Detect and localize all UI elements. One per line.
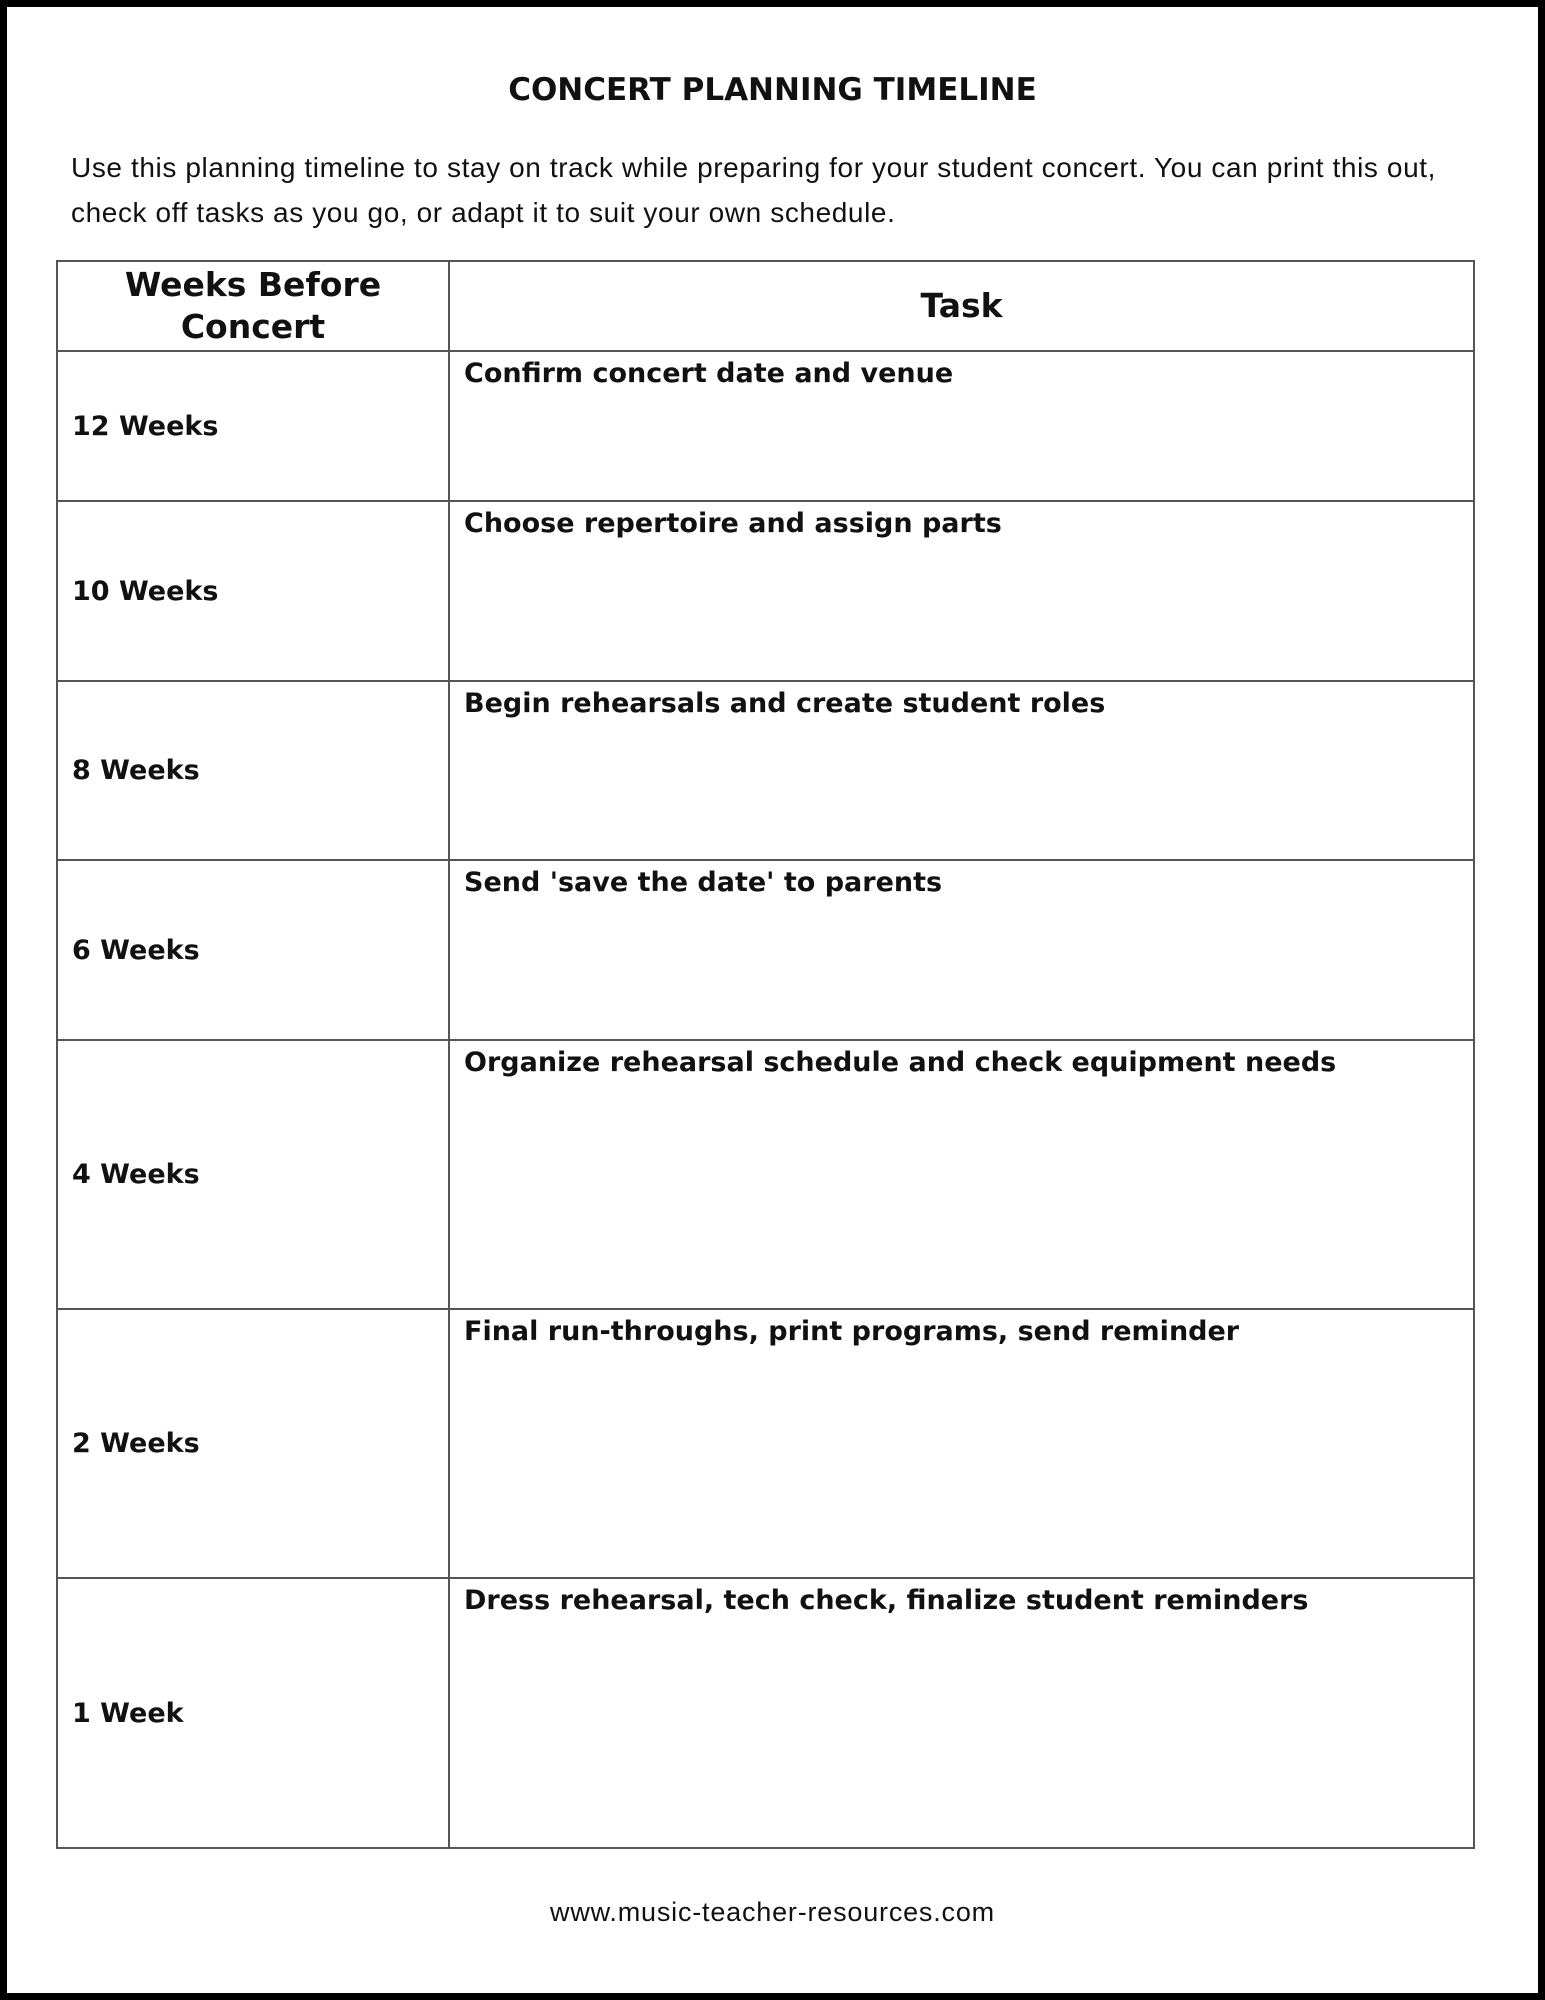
table-row xyxy=(57,501,1474,681)
header-task: Task xyxy=(449,261,1474,351)
page-title: CONCERT PLANNING TIMELINE xyxy=(508,72,1037,108)
weeks-cell: 6 Weeks xyxy=(57,860,449,1040)
task-cell: Send 'save the date' to parents xyxy=(449,860,1474,1040)
table-row xyxy=(57,1578,1474,1848)
table-header-row xyxy=(57,261,1474,351)
task-cell: Choose repertoire and assign parts xyxy=(449,501,1474,681)
task-cell: Begin rehearsals and create student roles xyxy=(449,681,1474,860)
task-cell: Confirm concert date and venue xyxy=(449,351,1474,501)
weeks-cell: 2 Weeks xyxy=(57,1309,449,1578)
weeks-cell: 12 Weeks xyxy=(57,351,449,501)
table-row xyxy=(57,351,1474,501)
task-cell: Final run-throughs, print programs, send reminder xyxy=(449,1309,1474,1578)
table-row xyxy=(57,1040,1474,1309)
weeks-cell: 4 Weeks xyxy=(57,1040,449,1309)
header-weeks: Weeks Before Concert xyxy=(57,261,449,351)
weeks-cell: 8 Weeks xyxy=(57,681,449,860)
task-cell: Dress rehearsal, tech check, finalize student reminders xyxy=(449,1578,1474,1848)
task-cell: Organize rehearsal schedule and check equipment needs xyxy=(449,1040,1474,1309)
intro-text: Use this planning timeline to stay on track while preparing for your student concert. You can print this out, check off tasks as you go, or adapt it to suit your own schedule. xyxy=(71,152,1437,228)
table-row xyxy=(57,1309,1474,1578)
footer-url: www.music-teacher-resources.com xyxy=(550,1897,995,1927)
timeline-table xyxy=(56,260,1475,1849)
table-row xyxy=(57,681,1474,860)
weeks-cell: 1 Week xyxy=(57,1578,449,1848)
weeks-cell: 10 Weeks xyxy=(57,501,449,681)
table-row xyxy=(57,860,1474,1040)
